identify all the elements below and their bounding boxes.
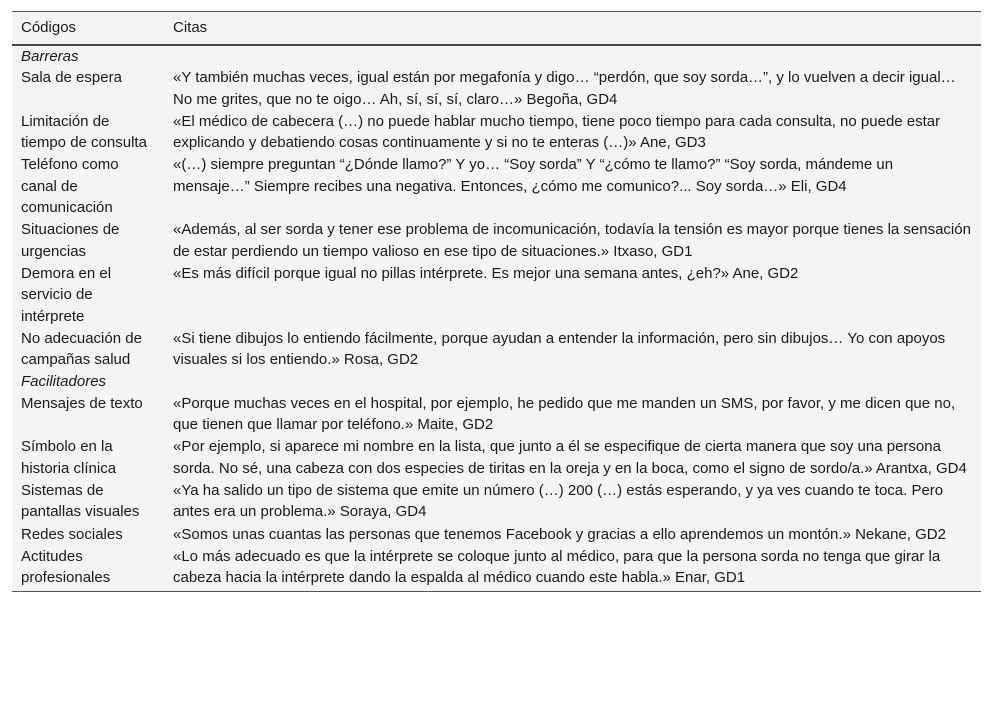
section-title: Facilitadores	[21, 373, 107, 391]
code-cell: Teléfono como canal de comunicación	[21, 156, 119, 217]
section-row-facilitadores	[12, 371, 981, 392]
code-cell: Limitación de tiempo de consulta	[21, 112, 147, 152]
code-cell: Sala de espera	[21, 69, 122, 87]
quote-cell: «Y también muchas veces, igual están por megafonía y digo… “perdón, que soy sorda…”, y lo vuelven a decir igual… No me grites, que no te oigo… Ah, sí, sí, sí, claro…» Begoña, GD4	[173, 69, 956, 108]
table-row	[12, 111, 981, 155]
header-codigos: Códigos	[12, 12, 164, 46]
code-cell: Actitudes profesionales	[12, 546, 164, 592]
header-citas: Citas	[164, 12, 981, 46]
code-cell: Demora en el servicio de intérprete	[21, 264, 112, 325]
table-row	[12, 546, 981, 592]
code-cell: Situaciones de urgencias	[21, 221, 120, 260]
quote-cell: «Ya ha salido un tipo de sistema que emite un número (…) 200 (…) estás esperando, y ya ves cuando te toca. Pero antes era un problema.» Soraya, GD4	[173, 481, 944, 521]
table-row	[12, 480, 981, 524]
code-cell: Mensajes de texto	[21, 394, 143, 412]
quotes-table-container	[12, 11, 981, 592]
code-cell: Sistemas de pantallas visuales	[21, 481, 140, 521]
table-row	[12, 67, 981, 111]
quote-cell: «Por ejemplo, si aparece mi nombre en la lista, que junto a él se especifique de cierta manera que soy una persona sorda. No sé, una cabeza con dos especies de tiritas en la oreja y en la boca, como el signo de sordo/a.» Arantxa, GD4	[173, 438, 967, 477]
table-row	[12, 263, 981, 328]
quote-cell: «Además, al ser sorda y tener ese problema de incomunicación, todavía la tensión es mayor porque tienes la sensación de estar perdiendo un tiempo valioso en ese tipo de situaciones.» Itxaso, GD1	[173, 221, 971, 260]
quote-cell: «El médico de cabecera (…) no puede hablar mucho tiempo, tiene poco tiempo para cada consulta, no puede estar explicando y debatiendo cosas continuamente y si no te enteras (…)» Ane, GD3	[173, 112, 941, 152]
table-header-row	[12, 12, 981, 46]
code-cell: Símbolo en la historia clínica	[21, 438, 117, 477]
section-title: Barreras	[21, 48, 79, 65]
quote-cell: «Si tiene dibujos lo entiendo fácilmente, porque ayudan a entender la información, pero sin dibujos… Yo con apoyos visuales si los entiendo.» Rosa, GD2	[173, 329, 946, 369]
table-row	[12, 524, 981, 546]
table-row	[12, 436, 981, 480]
section-row-barreras	[12, 45, 981, 67]
table-row	[12, 219, 981, 263]
table-row	[12, 154, 981, 219]
quote-cell: «(…) siempre preguntan “¿Dónde llamo?” Y yo… “Soy sorda” Y “¿cómo te llamo?” “Soy sorda, mándeme un mensaje…” Siempre recibes una negativa. Entonces, ¿cómo me comunico?... Soy sorda…» Eli, GD4	[173, 156, 894, 195]
quote-cell: «Porque muchas veces en el hospital, por ejemplo, he pedido que me manden un SMS, por favor, y me dicen que no, que tienen que llamar por teléfono.» Maite, GD2	[173, 394, 956, 434]
quote-cell: «Somos unas cuantas las personas que tenemos Facebook y gracias a ello aprendemos un montón.» Nekane, GD2	[173, 525, 946, 543]
quote-cell: «Es más difícil porque igual no pillas intérprete. Es mejor una semana antes, ¿eh?» Ane, GD2	[173, 264, 799, 282]
code-cell: Redes sociales	[21, 525, 123, 543]
quote-cell: «Lo más adecuado es que la intérprete se coloque junto al médico, para que la persona sorda no tenga que girar la cabeza hacia la intérprete dando la espalda al médico cuando este habla.» Enar, GD1	[164, 546, 981, 592]
code-cell: No adecuación de campañas salud	[21, 329, 142, 369]
quotes-table	[12, 11, 981, 592]
table-row	[12, 328, 981, 372]
table-row	[12, 393, 981, 437]
